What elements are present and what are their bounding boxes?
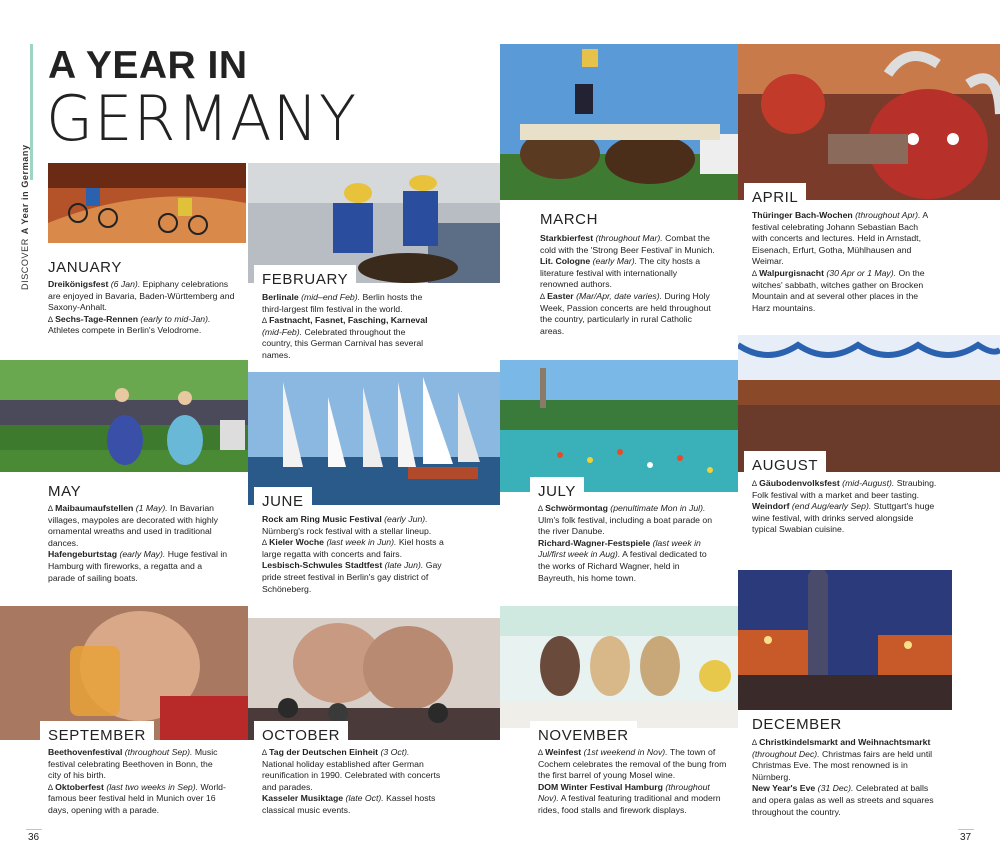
entry-text: A festival dedicated to the works of Richard Wagner, held in Bayreuth, his home town. bbox=[538, 549, 707, 583]
month-march-heading bbox=[532, 205, 606, 230]
entry-date: (throughout Sep). bbox=[124, 747, 193, 757]
entry-text: Celebrated throughout the country, this German Carnival has several names. bbox=[262, 326, 424, 360]
entry-name: Hafengeburtstag bbox=[48, 549, 118, 560]
entry-date: (30 Apr or 1 May). bbox=[826, 267, 897, 278]
month-name: SEPTEMBER bbox=[48, 727, 146, 744]
regatta-photo bbox=[248, 372, 500, 505]
entry bbox=[262, 514, 462, 537]
month-name: FEBRUARY bbox=[262, 271, 349, 288]
entry-name: Weinfest bbox=[545, 747, 582, 757]
month-october-heading bbox=[254, 721, 348, 746]
entry-date: (early May). bbox=[119, 549, 166, 560]
month-december-heading bbox=[744, 710, 850, 735]
entry-name: Kieler Woche bbox=[269, 537, 325, 548]
entry-text: Stuttgart's huge wine festival, with drinks served alongside typical Swabian cuisine. bbox=[752, 501, 935, 535]
entry-text: Gay pride street festival in Berlin's gay district of Schöneberg. bbox=[262, 560, 442, 594]
entry-name: Maibaumaufstellen bbox=[55, 503, 134, 513]
month-august-heading bbox=[744, 451, 826, 476]
page-number-left: 36 bbox=[28, 832, 40, 843]
maypole-dance-photo bbox=[0, 360, 248, 472]
entry-name: Dreikönigsfest bbox=[48, 279, 109, 289]
entry-text: Epiphany celebrations are enjoyed in Bavaria, Baden-Württemberg and Saxony-Anhalt. bbox=[48, 279, 235, 313]
entry bbox=[48, 747, 228, 782]
accent-bar bbox=[30, 44, 33, 180]
month-april-heading bbox=[744, 183, 806, 208]
entry-name: Thüringer Bach-Wochen bbox=[752, 210, 853, 220]
entry-name: Walpurgisnacht bbox=[759, 267, 824, 278]
month-name: NOVEMBER bbox=[538, 727, 629, 744]
month-name: OCTOBER bbox=[262, 727, 341, 744]
entry bbox=[538, 503, 718, 538]
entry-date: (mid–end Feb). bbox=[301, 292, 361, 302]
entry-text: Christmas fairs are held until Christmas Eve. The most renowned is in Nürnberg. bbox=[752, 748, 933, 782]
triangle-icon: ∆ bbox=[752, 738, 760, 747]
entry bbox=[48, 279, 238, 314]
month-name: DECEMBER bbox=[752, 716, 842, 733]
entry-date: (late Oct). bbox=[345, 793, 384, 804]
entry bbox=[48, 549, 228, 584]
month-name: MARCH bbox=[540, 211, 598, 228]
april-entries bbox=[752, 210, 934, 314]
entry-text: Kassel hosts classical music events. bbox=[262, 793, 436, 815]
may-entries bbox=[48, 503, 228, 584]
section-title: A Year in Germany bbox=[20, 144, 30, 235]
entry bbox=[540, 256, 716, 291]
entry bbox=[752, 783, 938, 818]
month-name: JUNE bbox=[262, 493, 304, 510]
month-name: APRIL bbox=[752, 189, 799, 206]
triangle-icon: ∆ bbox=[48, 782, 56, 792]
entry-text: A festival featuring traditional and modern rides, food stalls and firework displays. bbox=[538, 793, 721, 815]
entry-date: (last week in Jul/first week in Aug). bbox=[538, 537, 701, 560]
entry bbox=[262, 292, 438, 315]
danube-boat-parade-photo bbox=[500, 360, 738, 492]
entry-text: Huge festival in Hamburg with fireworks, a regatta and a parade of sailing boats. bbox=[48, 549, 228, 583]
month-september-heading bbox=[40, 721, 154, 746]
entry-date: (1st weekend in Nov). bbox=[583, 747, 668, 757]
triangle-icon: ∆ bbox=[48, 314, 56, 324]
entry-date: (throughout Nov). bbox=[538, 781, 710, 804]
section-label bbox=[20, 144, 30, 290]
entry-name: Lesbisch-Schwules Stadtfest bbox=[262, 560, 383, 571]
entry bbox=[538, 782, 728, 817]
entry-name: Lit. Cologne bbox=[540, 256, 591, 267]
entry bbox=[752, 268, 934, 314]
entry-name: Berlinale bbox=[262, 292, 299, 302]
entry-name: Starkbierfest bbox=[540, 233, 594, 243]
entry bbox=[538, 747, 728, 782]
entry-text: Music festival celebrating Beethoven in Bonn, the city of his birth. bbox=[48, 747, 218, 781]
entry-date: (early Mar). bbox=[592, 256, 638, 267]
entry-name: DOM Winter Festival Hamburg bbox=[538, 781, 663, 792]
page-title-line1: A YEAR IN bbox=[48, 44, 248, 87]
month-february-heading bbox=[254, 265, 356, 290]
entry bbox=[540, 291, 716, 337]
entry-date: (early Jun). bbox=[384, 514, 428, 524]
month-name: MAY bbox=[48, 483, 82, 500]
entry-name: Richard-Wagner-Festspiele bbox=[538, 537, 651, 548]
entry-date: (throughout Mar). bbox=[595, 233, 663, 243]
entry-text: World- famous beer festival held in Munich over 16 days, opening with a parade. bbox=[48, 781, 226, 815]
entry-date: (penultimate Mon in Jul). bbox=[610, 503, 706, 513]
horse-parade-photo bbox=[500, 44, 738, 200]
entry bbox=[262, 560, 462, 595]
entry-text: Berlin hosts the third-largest film festival in the world. bbox=[262, 292, 423, 314]
entry-date: (mid-Feb). bbox=[262, 326, 303, 337]
entry-date: (6 Jan). bbox=[110, 279, 141, 289]
entry-text: Combat the cold with the 'Strong Beer Festival' in Munich. bbox=[540, 233, 715, 255]
february-entries bbox=[262, 292, 438, 362]
entry-text: In Bavarian villages, maypoles are decorated with highly ornamental wreaths and used in traditional dances. bbox=[48, 503, 218, 548]
discover-label: DISCOVER bbox=[20, 238, 30, 290]
entry-text: A festival celebrating Johann Sebastian Bach with concerts and lectures. Held in Arnstadt, Eisenach, Erfurt, Gotha, Mühlhausen and Weimar. bbox=[752, 210, 928, 267]
entry-date: (Mar/Apr, date varies). bbox=[576, 290, 663, 301]
entry-text: On the witches' sabbath, witches gather on Brocken Mountain and at several other places in the Harz mountains. bbox=[752, 267, 925, 313]
entry-date: (1 May). bbox=[135, 503, 168, 513]
entry-text: Nürnberg's rock festival with a stellar lineup. bbox=[262, 525, 432, 536]
month-june-heading bbox=[254, 487, 312, 512]
triangle-icon: ∆ bbox=[538, 748, 546, 757]
month-name: AUGUST bbox=[752, 457, 819, 474]
december-entries bbox=[752, 737, 938, 818]
entry-text: During Holy Week, Passion concerts are held throughout the country, particularly in rural Catholic areas. bbox=[540, 290, 711, 336]
entry-name: Kasseler Musiktage bbox=[262, 793, 344, 804]
entry-name: Tag der Deutschen Einheit bbox=[269, 747, 379, 757]
entry bbox=[752, 737, 938, 783]
page-number-right: 37 bbox=[960, 832, 972, 843]
entry-text: Athletes compete in Berlin's Velodrome. bbox=[48, 325, 202, 336]
page-number-rule-right bbox=[958, 829, 974, 830]
entry-name: Gäubodenvolksfest bbox=[759, 478, 840, 488]
entry bbox=[48, 503, 228, 549]
entry-date: (last two weeks in Sep). bbox=[106, 781, 199, 792]
november-entries bbox=[538, 747, 728, 817]
entry bbox=[262, 793, 442, 816]
triangle-icon: ∆ bbox=[540, 291, 548, 301]
entry-name: Schwörmontag bbox=[545, 503, 608, 513]
entry-date: (throughout Apr). bbox=[855, 210, 921, 220]
triangle-icon: ∆ bbox=[538, 504, 546, 513]
beer-festival-photo bbox=[0, 606, 248, 740]
triangle-icon: ∆ bbox=[262, 748, 270, 757]
walpurgis-devil-photo bbox=[738, 44, 1000, 200]
page-title-line2: GERMANY bbox=[46, 82, 358, 155]
triangle-icon: ∆ bbox=[262, 538, 270, 548]
entry bbox=[262, 537, 462, 560]
entry-date: (3 Oct). bbox=[380, 747, 410, 757]
entry-date: (31 Dec). bbox=[817, 783, 854, 794]
entry bbox=[540, 233, 716, 256]
entry-name: Weindorf bbox=[752, 501, 790, 512]
triangle-icon: ∆ bbox=[752, 268, 760, 278]
month-november-heading bbox=[530, 721, 637, 746]
january-entries bbox=[48, 279, 238, 337]
entry bbox=[752, 478, 938, 501]
entry-name: Sechs-Tage-Rennen bbox=[55, 313, 138, 324]
entry-name: New Year's Eve bbox=[752, 783, 816, 794]
month-july-heading bbox=[530, 477, 584, 502]
cycling-race-photo bbox=[48, 163, 246, 243]
month-january-heading bbox=[40, 253, 130, 278]
entry-text: Straubing. Folk festival with a market and beer tasting. bbox=[752, 478, 937, 500]
christmas-market-photo bbox=[738, 570, 952, 710]
triangle-icon: ∆ bbox=[262, 316, 270, 326]
october-entries bbox=[262, 747, 442, 817]
entry-date: (late Jun). bbox=[384, 560, 424, 571]
entry bbox=[752, 210, 934, 268]
month-may-heading bbox=[40, 477, 89, 502]
entry-date: (end Aug/early Sep). bbox=[791, 501, 872, 512]
september-entries bbox=[48, 747, 228, 817]
entry-text: The town of Cochem celebrates the removal of the bung from the first barrel of young Mosel wine. bbox=[538, 747, 727, 781]
entry-name: Fastnacht, Fasnet, Fasching, Karneval bbox=[269, 315, 428, 326]
entry-name: Easter bbox=[547, 290, 574, 301]
entry-text: Celebrated at balls and opera galas as well as streets and squares throughout the country. bbox=[752, 783, 934, 817]
entry-name: Oktoberfest bbox=[55, 781, 104, 792]
month-name: JULY bbox=[538, 483, 576, 500]
entry bbox=[538, 538, 718, 584]
entry bbox=[752, 501, 938, 536]
entry-name: Beethovenfestival bbox=[48, 747, 123, 757]
entry-date: (early to mid-Jan). bbox=[140, 313, 211, 324]
march-entries bbox=[540, 233, 716, 337]
entry-date: (last week in Jun). bbox=[326, 537, 397, 548]
triangle-icon: ∆ bbox=[48, 504, 56, 513]
month-name: JANUARY bbox=[48, 259, 122, 276]
entry-text: National holiday established after German reunification in 1990. Celebrated with concerts and parades. bbox=[262, 758, 441, 792]
entry bbox=[262, 747, 442, 793]
entry-date: (mid-August). bbox=[842, 478, 895, 488]
entry-text: Ulm's folk festival, including a boat parade on the river Danube. bbox=[538, 514, 713, 537]
june-entries bbox=[262, 514, 462, 595]
july-entries bbox=[538, 503, 718, 584]
entry-date: (throughout Dec). bbox=[752, 748, 820, 759]
entry-text: Kiel hosts a large regatta with concerts and fairs. bbox=[262, 537, 444, 559]
entry bbox=[262, 315, 438, 361]
august-entries bbox=[752, 478, 938, 536]
page-number-rule-left bbox=[26, 829, 42, 830]
wine-festival-photo bbox=[500, 606, 738, 728]
triangle-icon: ∆ bbox=[752, 479, 760, 488]
entry-text: The city hosts a literature festival with internationally renowned authors. bbox=[540, 256, 701, 290]
entry-name: Christkindelsmarkt and Weihnachtsmarkt bbox=[759, 737, 931, 747]
entry bbox=[48, 782, 228, 817]
entry bbox=[48, 314, 238, 337]
entry-name: Rock am Ring Music Festival bbox=[262, 514, 382, 524]
